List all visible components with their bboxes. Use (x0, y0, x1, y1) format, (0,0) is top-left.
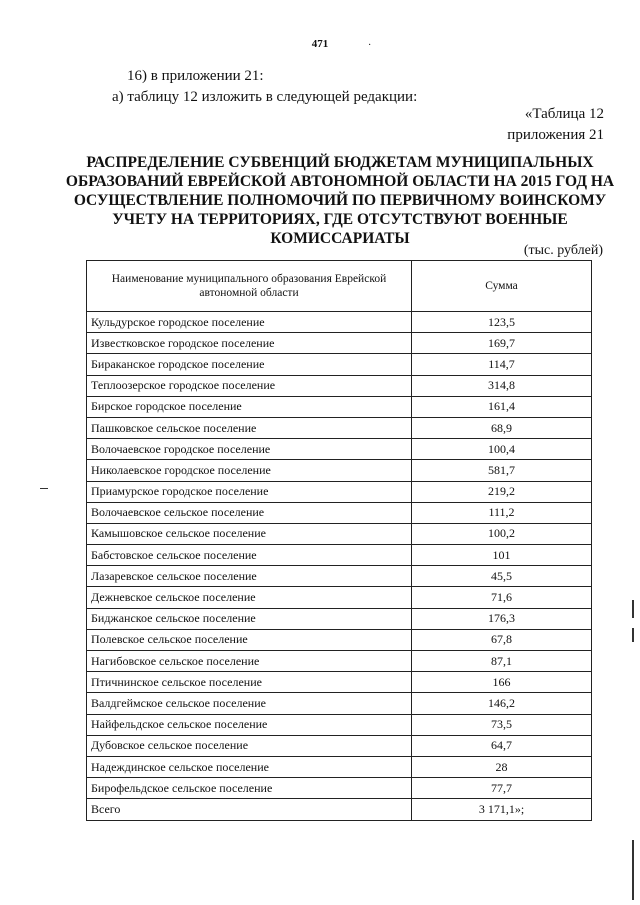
subsidy-table (86, 260, 592, 821)
row-name: Дубовское сельское поселение (87, 735, 412, 756)
row-name: Теплоозерское городское поселение (87, 375, 412, 396)
table-row (87, 714, 592, 735)
row-sum: 100,2 (412, 523, 592, 544)
row-sum: 123,5 (412, 312, 592, 333)
table-row (87, 778, 592, 799)
table-reference-line-2: приложения 21 (507, 127, 604, 143)
row-sum: 581,7 (412, 460, 592, 481)
table-row (87, 502, 592, 523)
intro-line-1: 16) в приложении 21: (127, 68, 264, 84)
row-name: Птичнинское сельское поселение (87, 672, 412, 693)
table-row (87, 566, 592, 587)
row-name: Бираканское городское поселение (87, 354, 412, 375)
row-sum: 314,8 (412, 375, 592, 396)
table-row (87, 523, 592, 544)
row-sum: 111,2 (412, 502, 592, 523)
table-row (87, 735, 592, 756)
left-margin-mark (40, 488, 48, 489)
table-reference (404, 104, 604, 146)
row-sum: 100,4 (412, 439, 592, 460)
table-row (87, 333, 592, 354)
row-sum: 64,7 (412, 735, 592, 756)
row-name: Известковское городское поселение (87, 333, 412, 354)
row-sum: 73,5 (412, 714, 592, 735)
row-sum: 166 (412, 672, 592, 693)
row-sum: 176,3 (412, 608, 592, 629)
row-name: Камышовское сельское поселение (87, 523, 412, 544)
right-edge-mark (632, 600, 634, 618)
header-name: Наименование муниципального образования Еврейской автономной области (87, 261, 412, 312)
row-sum: 169,7 (412, 333, 592, 354)
total-label: Всего (87, 799, 412, 820)
row-name: Николаевское городское поселение (87, 460, 412, 481)
table-row (87, 587, 592, 608)
table-header-row (87, 261, 592, 312)
table-row (87, 608, 592, 629)
table-row (87, 460, 592, 481)
table-row (87, 756, 592, 777)
table-row (87, 375, 592, 396)
table-body (87, 312, 592, 821)
row-name: Биджанское сельское поселение (87, 608, 412, 629)
row-name: Валдгеймское сельское поселение (87, 693, 412, 714)
table-total-row (87, 799, 592, 820)
row-name: Приамурское городское поселение (87, 481, 412, 502)
units-label: (тыс. рублей) (523, 243, 603, 258)
page-number: 471 (311, 38, 329, 50)
row-name: Найфельдское сельское поселение (87, 714, 412, 735)
table-row (87, 693, 592, 714)
row-name: Бирское городское поселение (87, 396, 412, 417)
row-name: Пашковское сельское поселение (87, 417, 412, 438)
row-sum: 28 (412, 756, 592, 777)
row-name: Волочаевское сельское поселение (87, 502, 412, 523)
row-name: Лазаревское сельское поселение (87, 566, 412, 587)
table-row (87, 312, 592, 333)
row-sum: 71,6 (412, 587, 592, 608)
table-row (87, 545, 592, 566)
table-row (87, 417, 592, 438)
row-sum: 219,2 (412, 481, 592, 502)
row-name: Надеждинское сельское поселение (87, 756, 412, 777)
row-sum: 77,7 (412, 778, 592, 799)
row-name: Кульдурское городское поселение (87, 312, 412, 333)
table-row (87, 481, 592, 502)
row-sum: 87,1 (412, 651, 592, 672)
table-row (87, 396, 592, 417)
page-mark: · (368, 40, 372, 51)
document-title: РАСПРЕДЕЛЕНИЕ СУБВЕНЦИЙ БЮДЖЕТАМ МУНИЦИПАЛЬНЫХ ОБРАЗОВАНИЙ ЕВРЕЙСКОЙ АВТОНОМНОЙ ОБЛАСТИ НА 2015 ГОД НА ОСУЩЕСТВЛЕНИЕ ПОЛНОМОЧИЙ ПО ПЕРВИЧНОМУ ВОИНСКОМУ УЧЕТУ НА ТЕРРИТОРИЯХ, ГДЕ ОТСУТСТВУЮТ ВОЕННЫЕ КОМИССАРИАТЫ (65, 154, 615, 247)
row-sum: 68,9 (412, 417, 592, 438)
row-name: Волочаевское городское поселение (87, 439, 412, 460)
table-row (87, 629, 592, 650)
row-name: Дежневское сельское поселение (87, 587, 412, 608)
row-name: Нагибовское сельское поселение (87, 651, 412, 672)
row-name: Бабстовское сельское поселение (87, 545, 412, 566)
right-edge-mark (632, 840, 634, 900)
row-sum: 146,2 (412, 693, 592, 714)
row-name: Полевское сельское поселение (87, 629, 412, 650)
row-sum: 114,7 (412, 354, 592, 375)
right-edge-mark (632, 628, 634, 642)
row-sum: 101 (412, 545, 592, 566)
row-name: Бирофельдское сельское поселение (87, 778, 412, 799)
row-sum: 67,8 (412, 629, 592, 650)
table-row (87, 672, 592, 693)
intro-line-2: а) таблицу 12 изложить в следующей редакции: (112, 89, 418, 105)
header-sum: Сумма (412, 261, 592, 312)
table-row (87, 439, 592, 460)
table-row (87, 651, 592, 672)
row-sum: 161,4 (412, 396, 592, 417)
row-sum: 45,5 (412, 566, 592, 587)
table-row (87, 354, 592, 375)
table-reference-line-1: «Таблица 12 (524, 106, 604, 122)
total-sum: 3 171,1»; (412, 799, 592, 820)
